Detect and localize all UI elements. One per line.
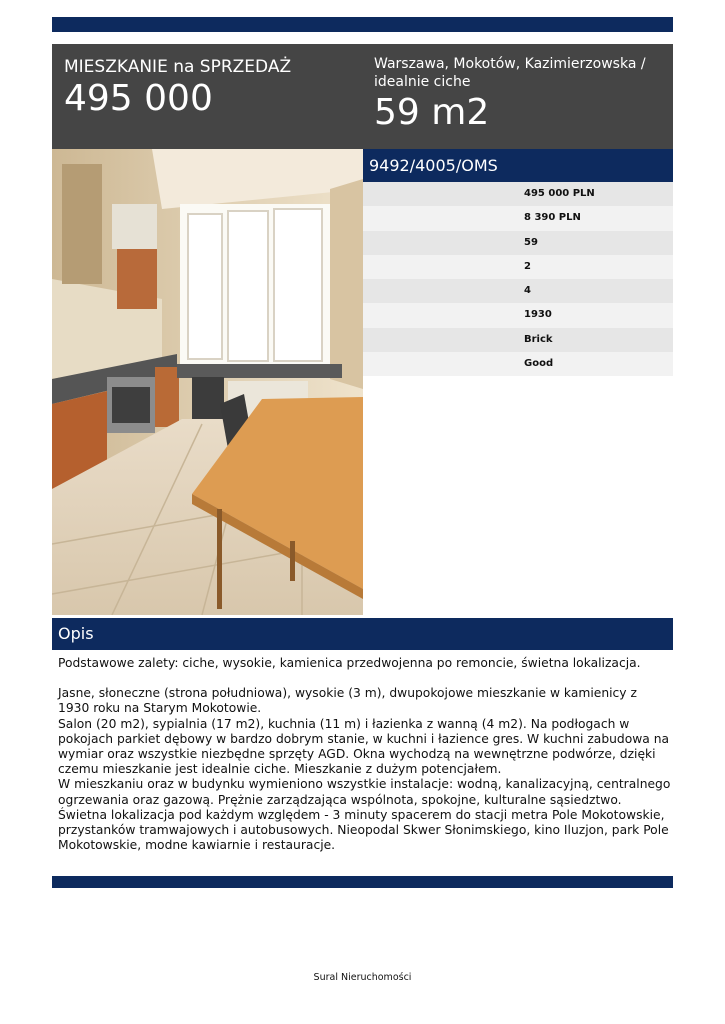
description-summary: Podstawowe zalety: ciche, wysokie, kamienica przedwojenna po remoncie, świetna lokalizacja.	[58, 656, 641, 670]
description-heading: Opis	[58, 624, 94, 643]
listing-header	[52, 44, 673, 149]
header-right	[374, 55, 669, 134]
detail-value: Good	[524, 358, 554, 370]
details-table	[363, 182, 673, 376]
detail-row	[363, 328, 673, 352]
description-paragraph: W mieszkaniu oraz w budynku wymieniono wszystkie instalacje: wodną, kanalizacyjną, centralnego ogrzewania oraz gazową. Prężnie zarządzająca wspólnota, spokojne, kulturalne sąsiedztwo.	[58, 777, 671, 807]
detail-row	[363, 231, 673, 255]
detail-value: 4	[524, 285, 531, 297]
description-heading-bar	[52, 618, 673, 650]
kitchen-photo	[52, 149, 363, 615]
detail-row	[363, 303, 673, 327]
detail-value: 8 390 PLN	[524, 212, 581, 224]
description-paragraph: Jasne, słoneczne (strona południowa), wysokie (3 m), dwupokojowe mieszkanie w kamienicy z 1930 roku na Starym Mokotowie.	[58, 686, 637, 716]
listing-id-bar	[363, 149, 673, 182]
detail-row	[363, 182, 673, 206]
detail-value: 495 000 PLN	[524, 188, 595, 199]
description-paragraph: Salon (20 m2), sypialnia (17 m2), kuchnia (11 m) i łazienka z wanną (4 m2). Na podłogach w pokojach parkiet dębowy w bardzo dobrym stanie, w kuchni i łazience gres. W kuchni zabudowa na wymiar oraz wszystkie niezbędne sprzęty AGD. Okna wychodzą na wewnętrzne podwórze, dzięki czemu mieszkanie jest idealnie ciche. Mieszkanie z dużym potencjałem.	[58, 716, 670, 777]
area-headline: 59 m2	[374, 92, 490, 133]
description-body	[58, 656, 672, 853]
detail-row	[363, 279, 673, 303]
header-left	[64, 56, 354, 120]
top-accent-bar	[52, 17, 673, 32]
detail-value: 1930	[524, 309, 552, 321]
detail-value: 59	[524, 236, 538, 248]
description-paragraph: Świetna lokalizacja pod każdym względem - 3 minuty spacerem do stacji metra Pole Mokotowskie, przystanków tramwajowych i autobusowych. Nieopodal Skwer Słonimskiego, kino Iluzjon, park Pole Mokotowskie, modne kawiarnie i restauracje.	[58, 807, 669, 853]
offer-type: MIESZKANIE na SPRZEDAŻ	[64, 57, 292, 77]
price-headline: 495 000	[64, 78, 213, 119]
location: Warszawa, Mokotów, Kazimierzowska / idealnie ciche	[374, 56, 646, 90]
detail-value: Brick	[524, 333, 553, 345]
listing-id: 9492/4005/OMS	[369, 156, 498, 175]
detail-row	[363, 206, 673, 230]
kitchen-illustration	[52, 149, 363, 615]
detail-row	[363, 352, 673, 376]
bottom-accent-bar	[52, 876, 673, 888]
detail-row	[363, 255, 673, 279]
detail-value: 2	[524, 260, 531, 272]
footer-agency: Sural Nieruchomości	[313, 972, 412, 983]
